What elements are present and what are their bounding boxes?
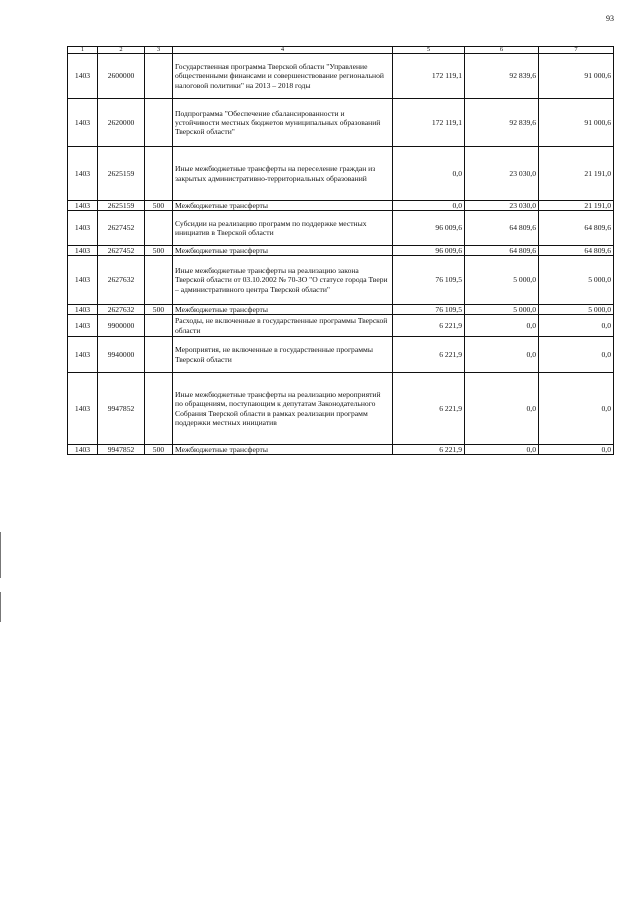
table-row: [68, 373, 614, 445]
table-row: [68, 315, 614, 337]
amount-col-7: 5 000,0: [539, 305, 614, 315]
target-article-code: 2600000: [98, 54, 145, 99]
expense-type-code: [145, 256, 173, 305]
section-code: 1403: [68, 256, 98, 305]
row-description: Межбюджетные трансферты: [173, 305, 393, 315]
row-description: Субсидии на реализацию программ по поддержке местных инициатив в Тверской области: [173, 211, 393, 246]
amount-col-6: 0,0: [465, 315, 539, 337]
row-description: Государственная программа Тверской области "Управление общественными финансами и совершенствование региональной налоговой политики" на 2013 – 2018 годы: [173, 54, 393, 99]
expense-type-code: [145, 99, 173, 147]
target-article-code: 9947852: [98, 373, 145, 445]
header-cell: 4: [173, 47, 393, 54]
expense-type-code: [145, 54, 173, 99]
row-description: Иные межбюджетные трансферты на реализацию закона Тверской области от 03.10.2002 № 70-ЗО "О статусе города Твери – административного центра Тверской области": [173, 256, 393, 305]
header-cell: 2: [98, 47, 145, 54]
table-row: [68, 201, 614, 211]
table-header-row: [68, 47, 614, 54]
table-row: [68, 337, 614, 373]
amount-col-7: 21 191,0: [539, 147, 614, 201]
row-description: Иные межбюджетные трансферты на реализацию мероприятий по обращениям, поступающим к депутатам Законодательного Собрания Тверской области в рамках реализации программ поддержки местных инициатив: [173, 373, 393, 445]
section-code: 1403: [68, 373, 98, 445]
amount-col-6: 5 000,0: [465, 256, 539, 305]
table-row: [68, 305, 614, 315]
amount-col-6: 5 000,0: [465, 305, 539, 315]
target-article-code: 9947852: [98, 445, 145, 455]
section-code: 1403: [68, 445, 98, 455]
scan-edge-mark: [0, 592, 1, 622]
row-description: Межбюджетные трансферты: [173, 201, 393, 211]
row-description: Межбюджетные трансферты: [173, 445, 393, 455]
section-code: 1403: [68, 201, 98, 211]
table-row: [68, 256, 614, 305]
amount-col-5: 172 119,1: [393, 54, 465, 99]
amount-col-7: 0,0: [539, 337, 614, 373]
expense-type-code: [145, 373, 173, 445]
row-description: Иные межбюджетные трансферты на переселение граждан из закрытых административно-территориальных образований: [173, 147, 393, 201]
section-code: 1403: [68, 147, 98, 201]
expense-type-code: 500: [145, 201, 173, 211]
amount-col-5: 76 109,5: [393, 256, 465, 305]
amount-col-7: 0,0: [539, 315, 614, 337]
amount-col-6: 23 030,0: [465, 201, 539, 211]
amount-col-7: 91 000,6: [539, 54, 614, 99]
budget-table: [67, 46, 614, 455]
table-row: [68, 147, 614, 201]
expense-type-code: 500: [145, 305, 173, 315]
section-code: 1403: [68, 99, 98, 147]
header-cell: 3: [145, 47, 173, 54]
section-code: 1403: [68, 54, 98, 99]
expense-type-code: [145, 337, 173, 373]
header-cell: 5: [393, 47, 465, 54]
amount-col-5: 0,0: [393, 147, 465, 201]
amount-col-7: 91 000,6: [539, 99, 614, 147]
target-article-code: 2625159: [98, 147, 145, 201]
table-row: [68, 445, 614, 455]
amount-col-7: 21 191,0: [539, 201, 614, 211]
table-row: [68, 54, 614, 99]
header-cell: 7: [539, 47, 614, 54]
amount-col-5: 76 109,5: [393, 305, 465, 315]
row-description: Расходы, не включенные в государственные программы Тверской области: [173, 315, 393, 337]
amount-col-6: 64 809,6: [465, 246, 539, 256]
amount-col-5: 96 009,6: [393, 211, 465, 246]
target-article-code: 2627632: [98, 305, 145, 315]
amount-col-7: 64 809,6: [539, 246, 614, 256]
section-code: 1403: [68, 211, 98, 246]
amount-col-6: 64 809,6: [465, 211, 539, 246]
scan-edge-mark: [0, 532, 1, 578]
row-description: Межбюджетные трансферты: [173, 246, 393, 256]
amount-col-7: 5 000,0: [539, 256, 614, 305]
header-cell: 1: [68, 47, 98, 54]
row-description: Мероприятия, не включенные в государственные программы Тверской области: [173, 337, 393, 373]
amount-col-5: 6 221,9: [393, 445, 465, 455]
amount-col-5: 6 221,9: [393, 373, 465, 445]
section-code: 1403: [68, 337, 98, 373]
amount-col-5: 6 221,9: [393, 315, 465, 337]
table-row: [68, 246, 614, 256]
target-article-code: 2627452: [98, 211, 145, 246]
amount-col-6: 0,0: [465, 373, 539, 445]
amount-col-6: 0,0: [465, 445, 539, 455]
amount-col-5: 0,0: [393, 201, 465, 211]
expense-type-code: [145, 147, 173, 201]
page-number: 93: [606, 14, 614, 23]
amount-col-7: 0,0: [539, 445, 614, 455]
amount-col-6: 92 839,6: [465, 99, 539, 147]
amount-col-5: 96 009,6: [393, 246, 465, 256]
section-code: 1403: [68, 315, 98, 337]
section-code: 1403: [68, 305, 98, 315]
amount-col-5: 6 221,9: [393, 337, 465, 373]
expense-type-code: [145, 211, 173, 246]
row-description: Подпрограмма "Обеспечение сбалансированности и устойчивости местных бюджетов муниципальных образований Тверской области": [173, 99, 393, 147]
amount-col-7: 64 809,6: [539, 211, 614, 246]
amount-col-7: 0,0: [539, 373, 614, 445]
target-article-code: 2620000: [98, 99, 145, 147]
table-row: [68, 99, 614, 147]
amount-col-6: 0,0: [465, 337, 539, 373]
expense-type-code: [145, 315, 173, 337]
amount-col-5: 172 119,1: [393, 99, 465, 147]
table-row: [68, 211, 614, 246]
target-article-code: 2627632: [98, 256, 145, 305]
target-article-code: 9900000: [98, 315, 145, 337]
target-article-code: 2625159: [98, 201, 145, 211]
section-code: 1403: [68, 246, 98, 256]
amount-col-6: 92 839,6: [465, 54, 539, 99]
expense-type-code: 500: [145, 445, 173, 455]
target-article-code: 2627452: [98, 246, 145, 256]
expense-type-code: 500: [145, 246, 173, 256]
target-article-code: 9940000: [98, 337, 145, 373]
amount-col-6: 23 030,0: [465, 147, 539, 201]
header-cell: 6: [465, 47, 539, 54]
